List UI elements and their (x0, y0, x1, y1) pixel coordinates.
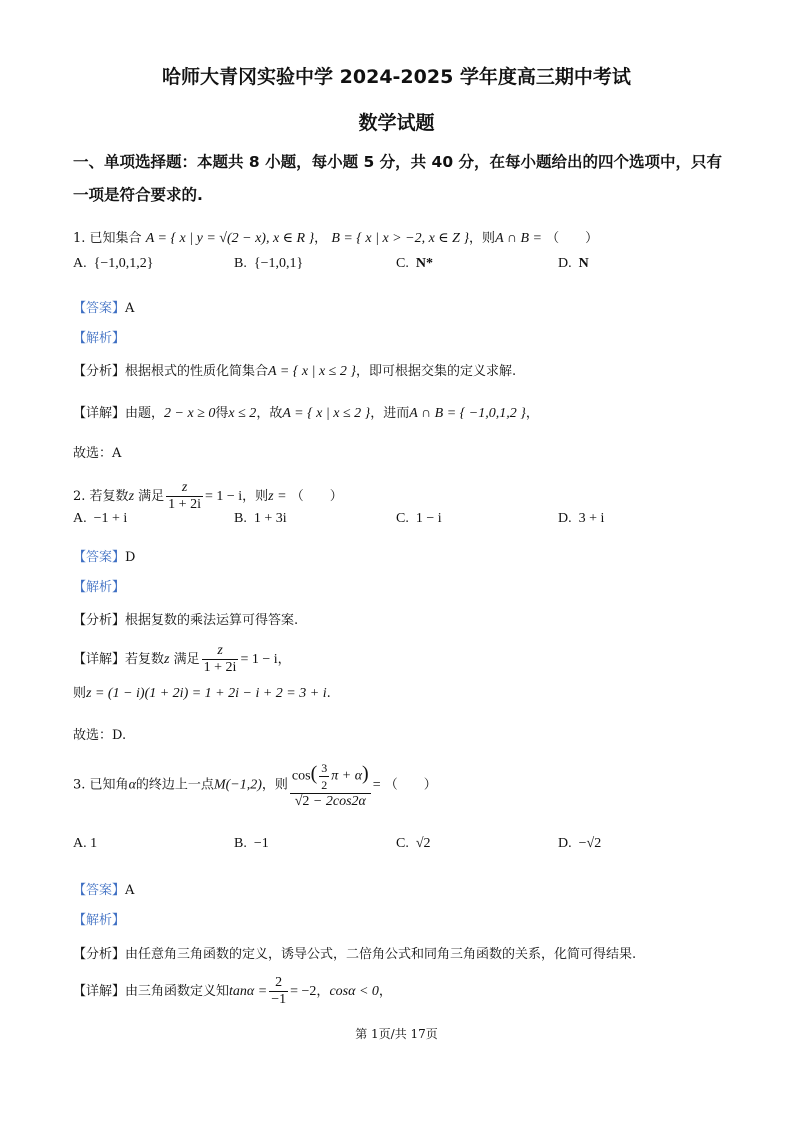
sqrt-value: 2 (302, 794, 310, 809)
detail-label: 【详解】 (73, 984, 126, 999)
question-2-stem (73, 480, 343, 513)
question-text: 已知角 (89, 777, 129, 793)
option-text: N* (415, 256, 433, 271)
cos-text: cos (291, 768, 311, 784)
tan-expression: tanα = (229, 984, 268, 999)
option-c (396, 511, 442, 527)
detail-text: 得 (215, 406, 229, 421)
detail-label: 【详解】 (73, 406, 126, 421)
fenxi-set: A = { x | x ≤ 2 } (268, 364, 356, 379)
option-a (73, 256, 153, 272)
equation-rhs: = 1 − i (240, 652, 278, 667)
detail-text: ，故 (256, 406, 283, 421)
question-text: ，则 (242, 489, 269, 504)
ask-expression: z = (268, 489, 287, 504)
fenxi-label: 【分析】 (73, 947, 126, 962)
option-label: D. (558, 836, 572, 851)
big-fraction (290, 760, 371, 810)
detail-text: 由题， (125, 406, 165, 421)
section-heading-line1: 一、单项选择题：本题共 8 小题，每小题 5 分，共 40 分，在每小题给出的四个选项中，只有 (73, 153, 723, 171)
variable: z (164, 652, 170, 667)
analysis-label: 【解析】 (73, 580, 126, 595)
fenxi-line (73, 943, 636, 962)
detail-text: 则 (73, 686, 87, 701)
option-label: A. (73, 256, 87, 271)
detail-text: 若复数 (125, 652, 165, 667)
equals-sign: = (372, 777, 381, 793)
option-text: {−1,0,1} (253, 256, 304, 271)
calc-expression: z = (1 − i)(1 + 2i) = 1 + 2i − i + 2 = 3 + i (86, 686, 327, 701)
fenxi-text: 根据复数的乘法运算可得答案. (125, 613, 299, 628)
fraction (202, 643, 239, 676)
option-text: −√2 (578, 836, 602, 851)
question-number: 3. (73, 777, 86, 793)
option-d (558, 836, 601, 852)
detail-text: ， (378, 984, 392, 999)
detail-line (73, 643, 291, 676)
calc-line (73, 682, 331, 702)
option-label: B. (234, 256, 247, 271)
answer-line (73, 297, 134, 316)
question-text: 若复数 (89, 489, 129, 504)
intersection-expression: A ∩ B = (495, 231, 542, 246)
inner-denominator: 2 (321, 778, 328, 792)
option-label: A. (73, 836, 87, 851)
detail-text: ， (525, 406, 539, 421)
detail-math: A ∩ B = { −1,0,1,2 } (409, 406, 526, 421)
fenxi-line (73, 360, 516, 380)
answer-paren: （ ） (290, 489, 343, 504)
option-label: A. (73, 511, 87, 526)
fenxi-label: 【分析】 (73, 613, 126, 628)
option-text: √2 (415, 836, 431, 851)
point-expression: M(−1,2) (213, 777, 262, 793)
choose-line: 故选：D. (73, 728, 127, 743)
analysis-label: 【解析】 (73, 331, 126, 346)
denominator-rest: − 2cos2α (312, 794, 366, 809)
answer-line (73, 546, 135, 565)
page-footer: 第 1页/共 17页 (355, 1027, 438, 1041)
question-text: ，则 (469, 231, 496, 246)
set-a-expression: A = { x | y = √(2 − x), x ∈ R } (145, 231, 315, 246)
option-text: 1 − i (415, 511, 442, 526)
detail-text: 由三角函数定义知 (125, 984, 230, 999)
option-text: 1 + 3i (253, 511, 287, 526)
analysis-label: 【解析】 (73, 913, 126, 928)
inner-numerator: 3 (321, 761, 328, 775)
answer-label: 【答案】 (73, 301, 126, 316)
option-text: −1 (253, 836, 269, 851)
question-number: 2. (73, 489, 86, 504)
detail-line (73, 975, 392, 1008)
fraction-numerator: z (202, 643, 239, 660)
option-b (234, 256, 303, 272)
fenxi-text: 根据根式的性质化简集合 (125, 364, 269, 379)
option-label: C. (396, 511, 409, 526)
answer-paren: （ ） (546, 231, 599, 246)
tan-fraction (269, 975, 288, 1008)
detail-math: 2 − x ≥ 0 (164, 406, 216, 421)
answer-value: A (125, 883, 135, 898)
fraction-denominator: −1 (271, 992, 287, 1007)
option-label: D. (558, 511, 572, 526)
set-b-expression: B = { x | x > −2, x ∈ Z } (331, 231, 470, 246)
answer-label: 【答案】 (73, 883, 126, 898)
fraction (166, 480, 203, 513)
option-a (73, 836, 97, 852)
option-a (73, 511, 127, 527)
question-3-stem (73, 760, 437, 810)
fraction-denominator: √2 − 2cos2α (294, 794, 366, 809)
fraction-denominator: 1 + 2i (168, 497, 201, 512)
fenxi-text: 由任意角三角函数的定义，诱导公式，二倍角公式和同角三角函数的关系，化简可得结果. (125, 947, 637, 962)
detail-text: ， (277, 652, 291, 667)
fenxi-line (73, 609, 298, 628)
fraction-numerator: cos( $\frac{3}{2}$ π + α) (291, 761, 369, 792)
choose-line: 故选：A (73, 446, 122, 461)
detail-line (73, 402, 539, 422)
detail-text: . (326, 686, 331, 701)
option-label: B. (234, 836, 247, 851)
option-label: D. (558, 256, 572, 271)
option-d (558, 511, 604, 527)
option-text: N (578, 256, 589, 271)
detail-text: 满足 (173, 652, 200, 667)
option-c (396, 836, 431, 852)
option-text: 3 + i (578, 511, 605, 526)
option-d (558, 256, 589, 272)
option-label: C. (396, 256, 409, 271)
fraction-numerator: z (166, 480, 203, 497)
alpha-symbol: α (128, 777, 136, 793)
page-subtitle: 数学试题 (358, 112, 435, 134)
option-text: 1 (90, 836, 98, 851)
answer-label: 【答案】 (73, 550, 126, 565)
detail-text: ，进而 (370, 406, 410, 421)
option-label: B. (234, 511, 247, 526)
detail-label: 【详解】 (73, 652, 126, 667)
fraction-denominator: 1 + 2i (203, 660, 237, 675)
fenxi-label: 【分析】 (73, 364, 126, 379)
option-b (234, 836, 269, 852)
answer-value: A (125, 301, 135, 316)
fenxi-text: ，即可根据交集的定义求解. (355, 364, 517, 379)
section-heading-line2: 一项是符合要求的. (73, 186, 203, 204)
page-title: 哈师大青冈实验中学 2024-2025 学年度高三期中考试 (162, 66, 631, 88)
answer-line (73, 879, 134, 898)
detail-text: ， (316, 984, 330, 999)
tan-result: = −2 (290, 984, 317, 999)
fraction-numerator: 2 (269, 975, 288, 992)
answer-paren: （ ） (384, 777, 437, 793)
question-1-stem: 1. 已知集合 A = { x | y = √(2 − x), x ∈ R }， B = { x | x > −2, x ∈ Z }，则A ∩ B = （ ） (73, 231, 599, 246)
option-b (234, 511, 287, 527)
cos-argument: π + α (331, 768, 363, 784)
option-text: {−1,0,1,2} (93, 256, 154, 271)
question-text: 已知集合 (89, 231, 142, 246)
inner-fraction (319, 760, 329, 793)
option-label: C. (396, 836, 409, 851)
cos-inequality: cosα < 0 (329, 984, 379, 999)
question-text: 的终边上一点 (135, 777, 214, 793)
equation-rhs: = 1 − i (204, 489, 243, 504)
option-text: −1 + i (93, 511, 128, 526)
variable: z (128, 489, 135, 504)
question-text: 满足 (138, 489, 165, 504)
detail-math: A = { x | x ≤ 2 } (282, 406, 371, 421)
detail-math: x ≤ 2 (228, 406, 257, 421)
question-text: ，则 (261, 777, 288, 793)
question-number: 1. (73, 231, 86, 246)
answer-value: D (125, 550, 136, 565)
option-c (396, 256, 433, 272)
